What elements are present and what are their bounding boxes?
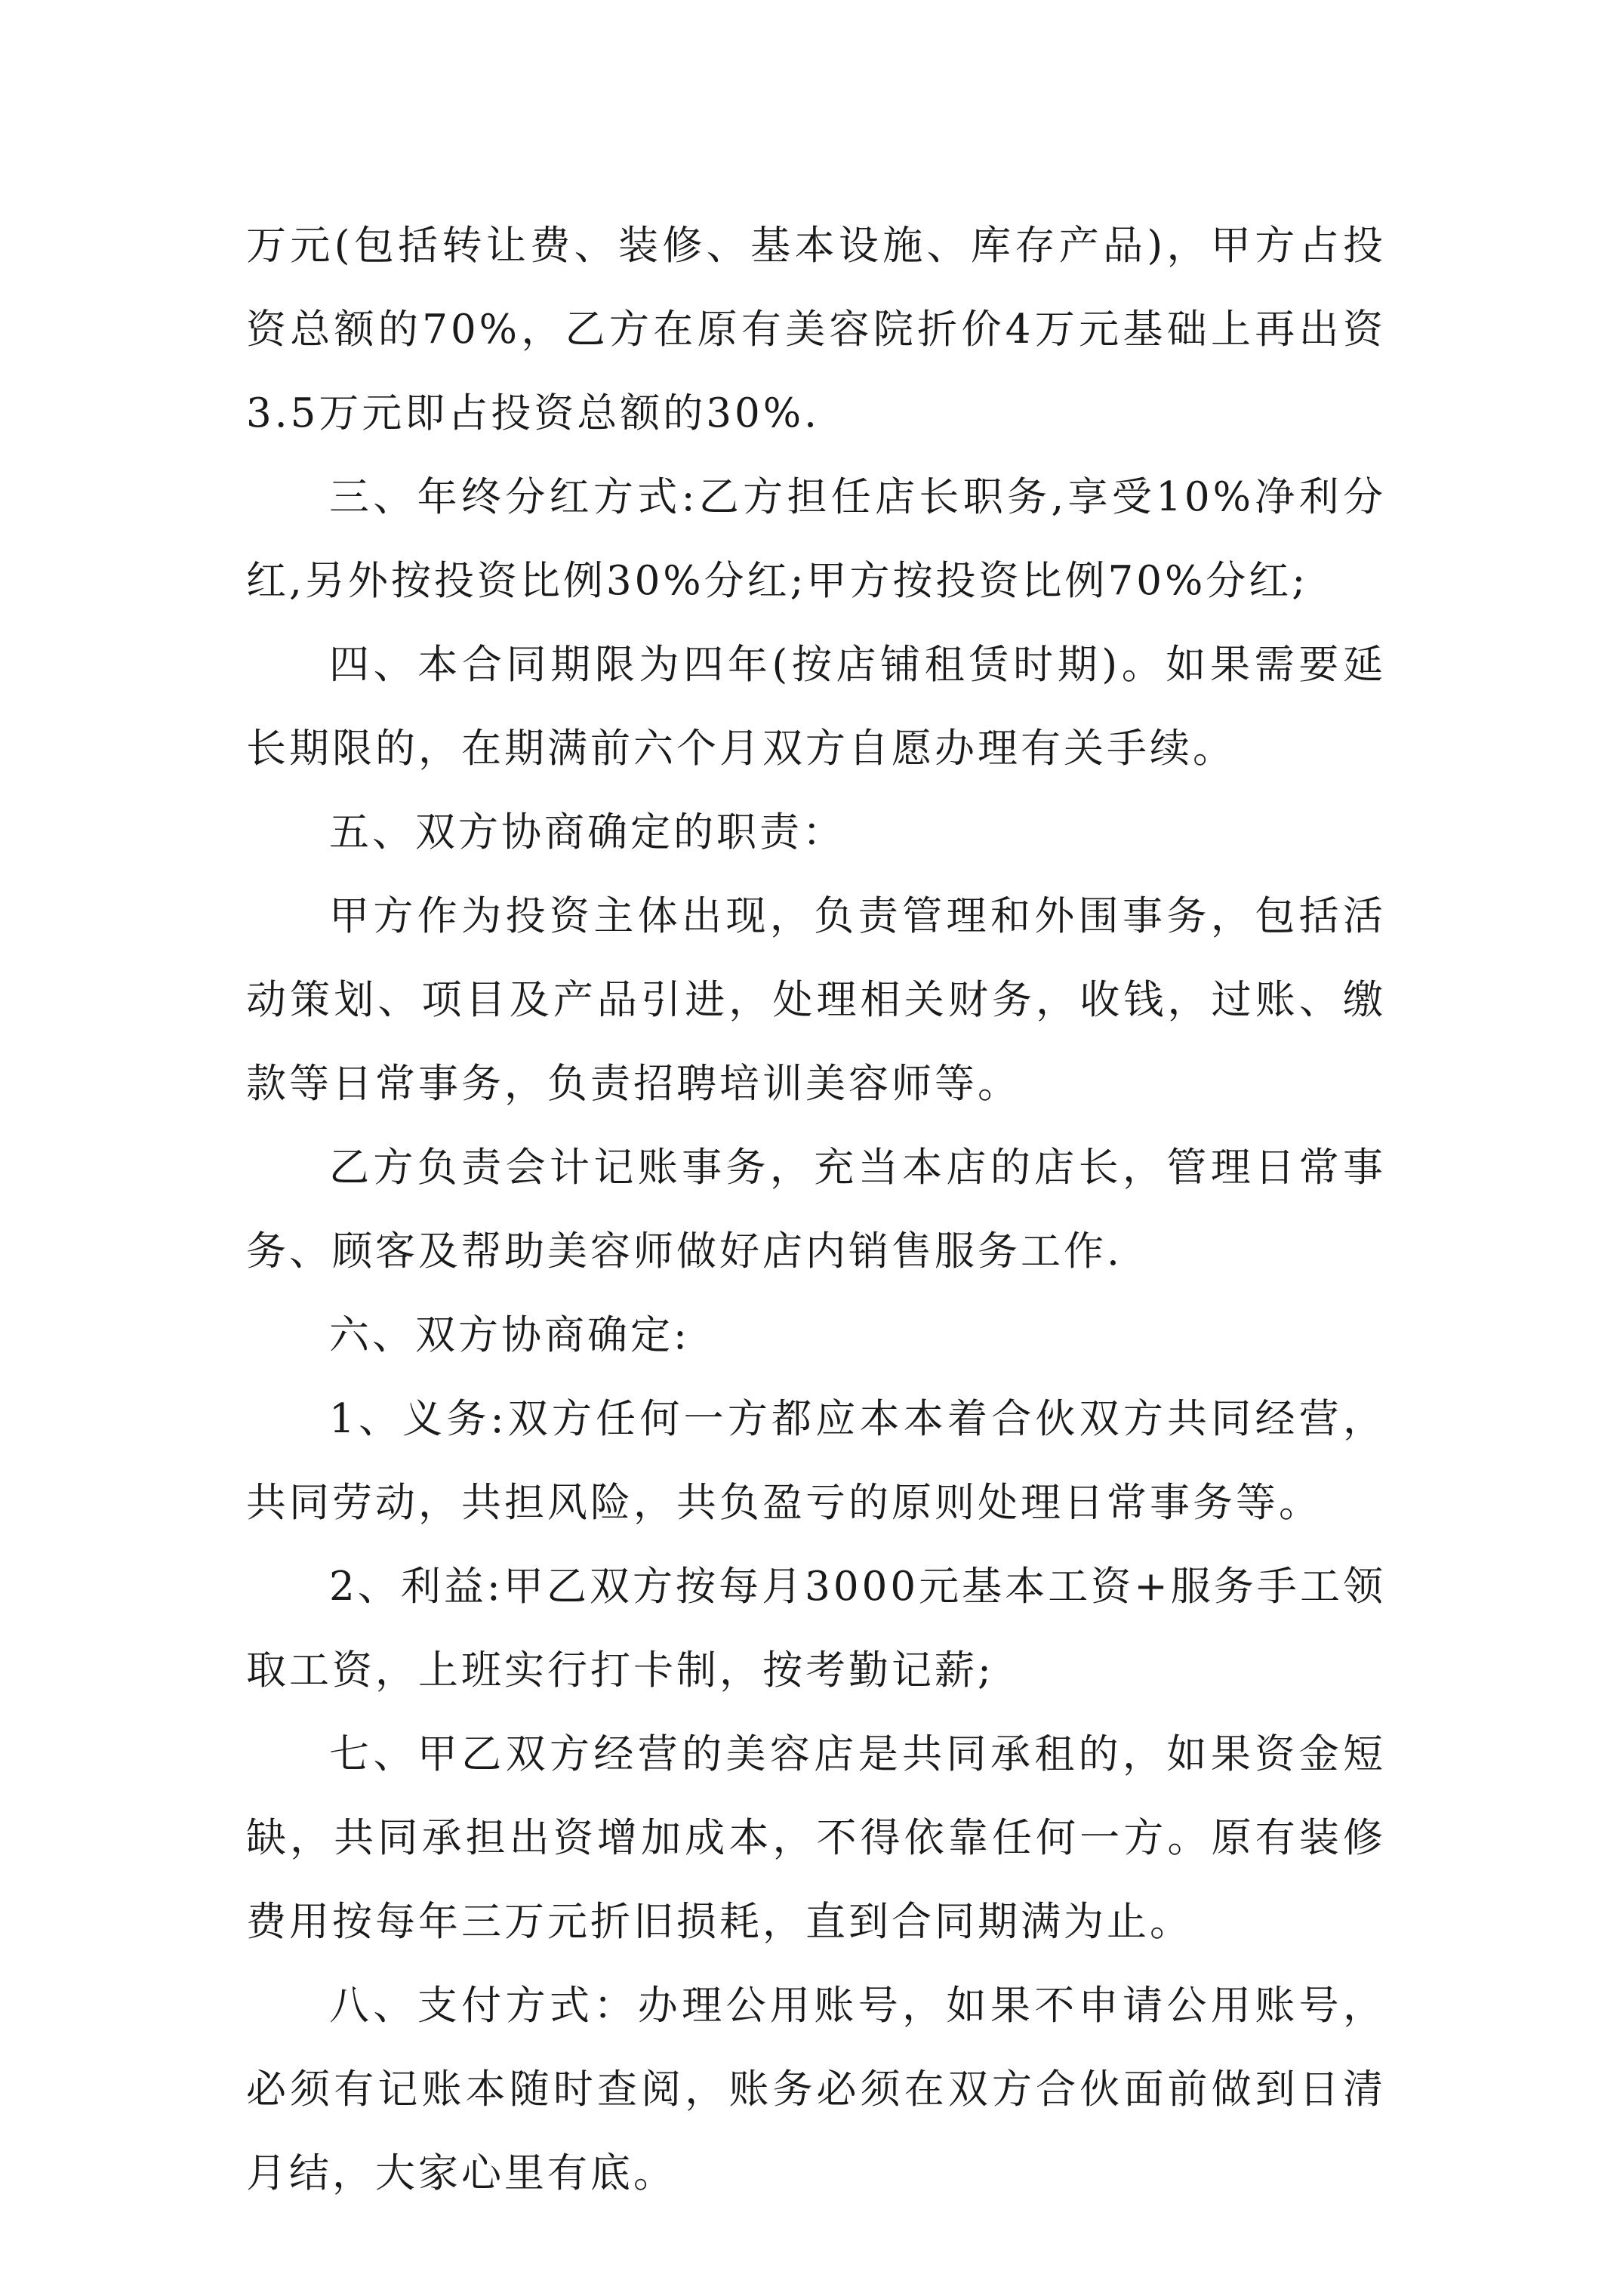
- paragraph-investment-share: 万元(包括转让费、装修、基本设施、库存产品)，甲方占投资总额的70%，乙方在原有美容院折价4万元基础上再出资3.5万元即占投资总额的30%.: [246, 223, 1386, 436]
- paragraph-duties-heading: 五、双方协商确定的职责：: [329, 809, 845, 855]
- paragraph-contract-term: 四、本合同期限为四年(按店铺租赁时期)。如果需要延长期限的，在期满前六个月双方自愿办理有关手续。: [246, 642, 1386, 772]
- paragraph-payment-method: 八、支付方式：办理公用账号，如果不申请公用账号，必须有记账本随时查阅，账务必须在双方合伙面前做到日清月结，大家心里有底。: [246, 1983, 1386, 2196]
- paragraph-shared-lease: 七、甲乙双方经营的美容店是共同承租的，如果资金短缺，共同承担出资增加成本，不得依靠任何一方。原有装修费用按每年三万元折旧损耗，直到合同期满为止。: [246, 1731, 1386, 1945]
- paragraph-party-a-duties: 甲方作为投资主体出现，负责管理和外围事务，包括活动策划、项目及产品引进，处理相关财务，收钱，过账、缴款等日常事务，负责招聘培训美容师等。: [246, 893, 1386, 1107]
- paragraph-year-end-dividend: 三、年终分红方式:乙方担任店长职务,享受10%净利分红,另外按投资比例30%分红;甲方按投资比例70%分红;: [246, 474, 1386, 604]
- paragraph-obligations: 1、义务:双方任何一方都应本本着合伙双方共同经营，共同劳动，共担风险，共负盈亏的原则处理日常事务等。: [246, 1396, 1386, 1526]
- paragraph-benefits: 2、利益:甲乙双方按每月3000元基本工资+服务手工领取工资，上班实行打卡制，按考勤记薪;: [246, 1564, 1386, 1693]
- document-body: [246, 204, 1386, 2215]
- paragraph-agreement-heading: 六、双方协商确定:: [329, 1312, 690, 1358]
- paragraph-party-b-duties: 乙方负责会计记账事务，充当本店的店长，管理日常事务、顾客及帮助美容师做好店内销售服务工作.: [246, 1145, 1386, 1274]
